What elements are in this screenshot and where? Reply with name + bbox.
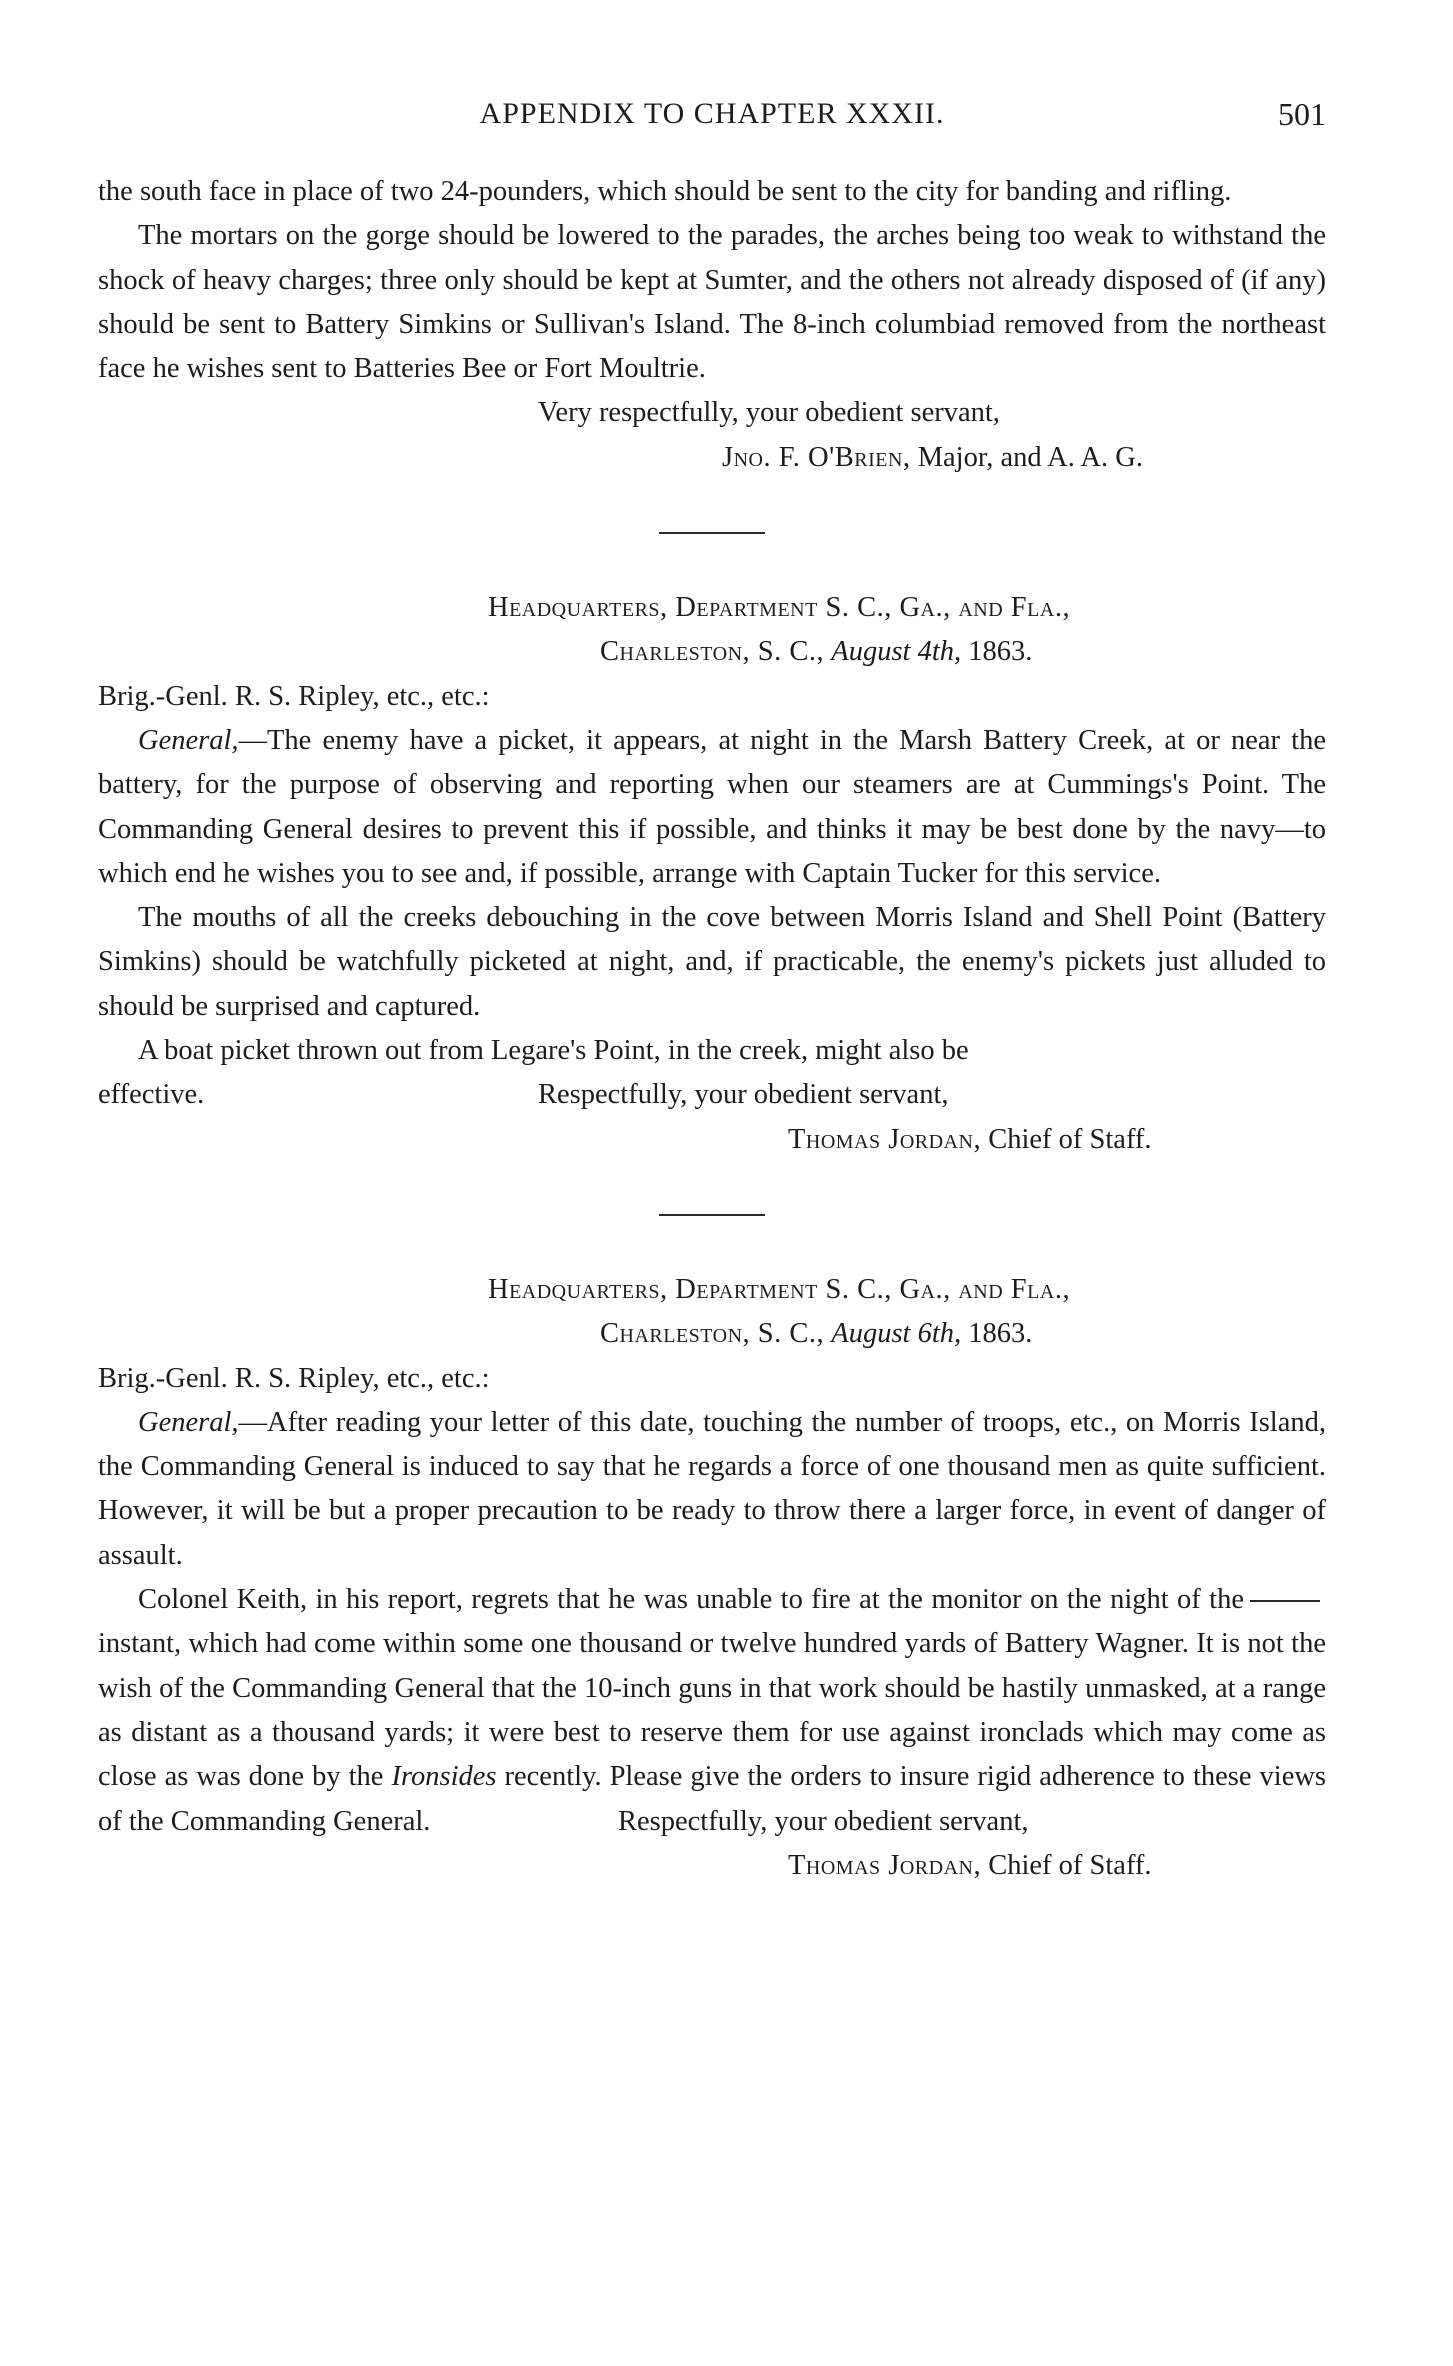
paragraph: A boat picket thrown out from Legare's Point, in the creek, might also be — [138, 1035, 969, 1067]
year: 1863. — [968, 1318, 1033, 1350]
paragraph: the south face in place of two 24-pounders, which should be sent to the city for banding and rifling. — [98, 176, 1232, 207]
signature-title: Major, and A. A. G. — [917, 441, 1143, 473]
closing: Respectfully, your obedient servant, — [618, 1805, 1029, 1837]
signature-name: Thomas Jordan, — [788, 1123, 982, 1155]
salutation: General, — [138, 1406, 239, 1438]
closing: Respectfully, your obedient servant, — [538, 1079, 949, 1111]
letter-august-4 — [98, 586, 1326, 1162]
running-head: APPENDIX TO CHAPTER XXXII. — [479, 97, 945, 130]
paragraph-text: recently. Please give the orders to insure rigid adherence to these views of the Commanding General. — [98, 1761, 1327, 1837]
letter-obrien — [98, 170, 1326, 480]
place: Charleston, S. C., — [600, 1318, 825, 1350]
signature-name: Jno. F. O'Brien, — [722, 441, 911, 473]
section-divider — [659, 532, 765, 534]
paragraph-text: instant, which had come within some one thousand or twelve hundred yards of Battery Wagner. It is not the wish of the Commanding General that the 10-inch guns in that work should be hastily unmasked, at a range as distant as a thousand yards; it were best to reserve them for use against ironclads which may come as close as was done by the — [98, 1628, 1326, 1793]
paragraph: The mouths of all the creeks debouching in the cove between Morris Island and Shell Point (Battery Simkins) should be watchfully picketed at night, and, if practicable, the enemy's pickets just alluded to should be surprised and captured. — [98, 902, 1326, 1022]
ship-name: Ironsides — [391, 1761, 497, 1793]
paragraph-text: —The enemy have a picket, it appears, at night in the Marsh Battery Creek, at or near the battery, for the purpose of observing and reporting when our steamers are at Cummings's Point. The Commanding General desires to prevent this if possible, and thinks it may be best done by the navy—to which end he wishes you to see and, if possible, arrange with Captain Tucker for this service. — [98, 724, 1326, 889]
paragraph — [98, 719, 1326, 896]
letter-place-date — [98, 630, 1326, 674]
date: August 4th, — [831, 636, 962, 668]
letter-place-date — [98, 1312, 1326, 1356]
signature-name: Thomas Jordan, — [788, 1849, 982, 1881]
section-divider — [659, 1214, 765, 1216]
signature — [98, 1844, 1326, 1888]
page-number: 501 — [1278, 96, 1326, 132]
blank-dash — [1250, 1600, 1320, 1602]
salutation: General, — [138, 724, 239, 756]
date: August 6th, — [831, 1318, 962, 1350]
signature — [98, 436, 1326, 480]
signature-title: Chief of Staff. — [988, 1849, 1152, 1881]
signature-title: Chief of Staff. — [988, 1123, 1152, 1155]
page-header — [98, 92, 1326, 140]
book-page — [98, 92, 1326, 1888]
paragraph-text: —After reading your letter of this date, touching the number of troops, etc., on Morris Island, the Commanding General is induced to say that he regards a force of one thousand men as quite sufficient. However, it will be but a proper precaution to be ready to throw there a larger force, in event of danger of assault. — [98, 1406, 1326, 1571]
letter-heading: Headquarters, Department S. C., Ga., and Fla., — [488, 592, 1071, 624]
addressee: Brig.-Genl. R. S. Ripley, etc., etc.: — [98, 680, 490, 712]
paragraph-end: effective. — [98, 1079, 205, 1111]
closing: Very respectfully, your obedient servant, — [538, 397, 1000, 429]
year: 1863. — [968, 636, 1033, 668]
paragraph-text: Colonel Keith, in his report, regrets that he was unable to fire at the monitor on the night of the — [138, 1584, 1244, 1616]
letter-heading: Headquarters, Department S. C., Ga., and Fla., — [488, 1273, 1071, 1305]
signature — [98, 1118, 1326, 1162]
closing-line — [98, 1073, 1326, 1117]
paragraph — [98, 1401, 1326, 1578]
place: Charleston, S. C., — [600, 636, 825, 668]
paragraph: The mortars on the gorge should be lowered to the parades, the arches being too weak to withstand the shock of heavy charges; three only should be kept at Sumter, and the others not already disposed of (if any) should be sent to Battery Simkins or Sullivan's Island. The 8-inch columbiad removed from the northeast face he wishes sent to Batteries Bee or Fort Moultrie. — [98, 220, 1326, 385]
addressee: Brig.-Genl. R. S. Ripley, etc., etc.: — [98, 1362, 490, 1394]
letter-august-6 — [98, 1268, 1326, 1888]
